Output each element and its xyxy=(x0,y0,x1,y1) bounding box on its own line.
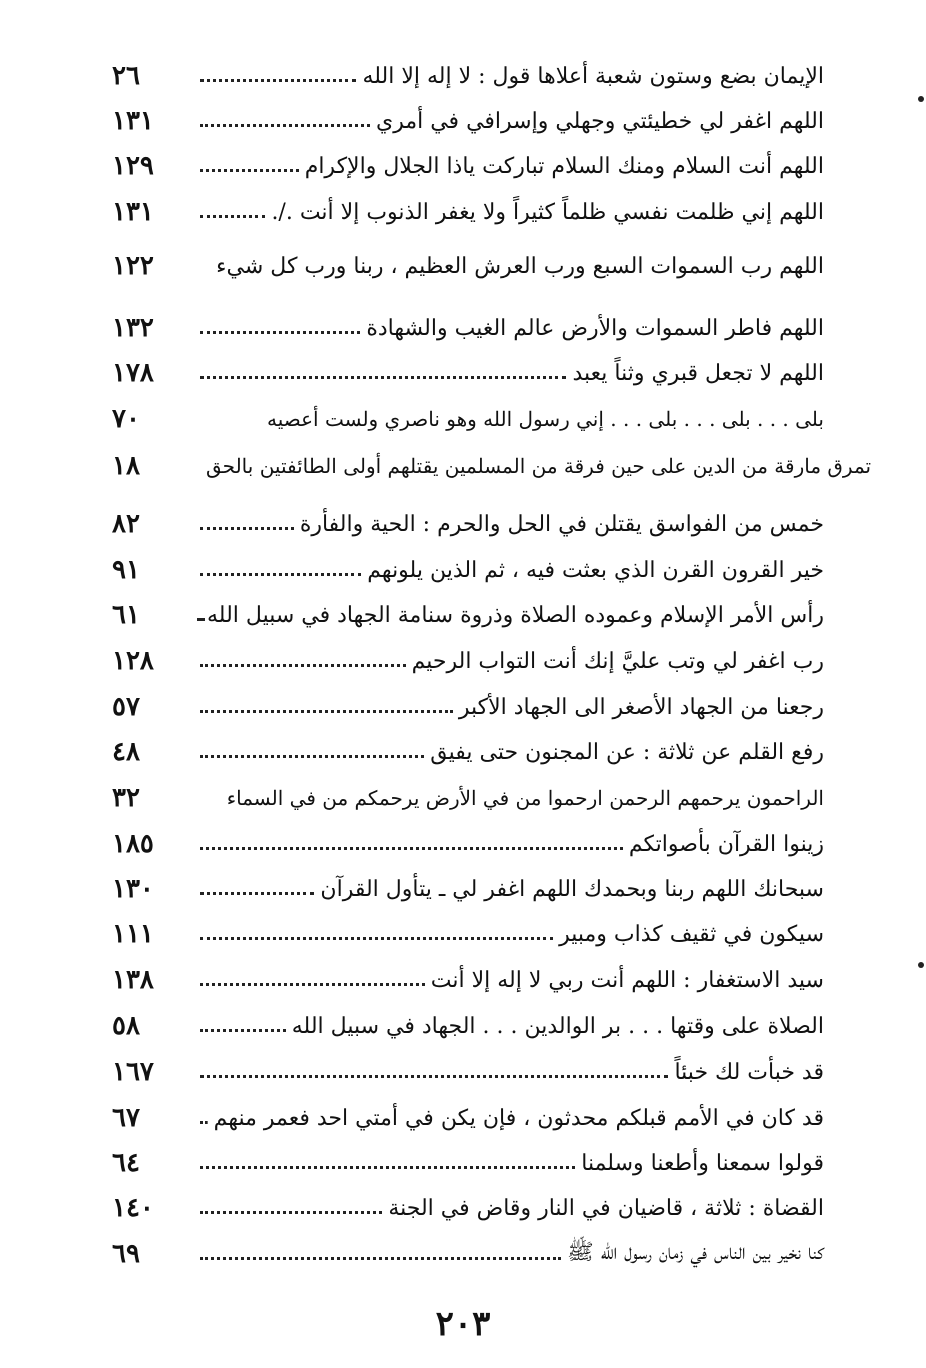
index-entry xyxy=(112,1050,824,1094)
entry-hadith-text: قد خبأت لك خبئاً xyxy=(674,1059,824,1085)
entry-page-number: ١٧٨ xyxy=(112,358,154,388)
index-entry xyxy=(112,244,824,288)
index-entry xyxy=(112,593,824,637)
entry-page-number: ١٨٥ xyxy=(112,829,154,859)
entry-hadith-text: الراحمون يرحمهم الرحمن ارحموا من في الأرض يرحمكم من في السماء xyxy=(226,786,824,810)
dot-leader xyxy=(200,598,201,621)
entry-page-number: ٩١ xyxy=(112,555,140,585)
index-entry xyxy=(112,54,824,98)
entry-hadith-text: زينوا القرآن بأصواتكم xyxy=(628,831,824,857)
index-entry xyxy=(112,1186,824,1230)
index-entry xyxy=(112,351,824,395)
entry-hadith-text: خمس من الفواسق يقتلن في الحل والحرم : الحية والفأرة xyxy=(299,511,824,537)
dot-leader xyxy=(200,356,566,379)
dot-leader xyxy=(200,1146,575,1169)
dot-leader xyxy=(200,1191,382,1214)
index-entry xyxy=(112,1004,824,1048)
index-entry xyxy=(112,776,824,820)
entry-hadith-text: اللهم إني ظلمت نفسي ظلماً كثيراً ولا يغفر الذنوب إلا أنت ./. xyxy=(271,199,824,225)
index-entry xyxy=(112,99,824,143)
entry-hadith-text: رجعنا من الجهاد الأصغر الى الجهاد الأكبر xyxy=(458,694,824,720)
entry-hadith-text: الإيمان بضع وستون شعبة أعلاها قول : لا إله إلا الله xyxy=(362,63,824,89)
entry-hadith-text: تمرق مارقة من الدين على حين فرقة من المسلمين يقتلهم أولى الطائفتين بالحق xyxy=(206,454,872,478)
dot-leader xyxy=(200,195,265,218)
dot-leader xyxy=(200,782,221,802)
entry-page-number: ١٨ xyxy=(112,451,140,481)
dot-leader xyxy=(200,507,294,530)
entry-page-number: ١٣٨ xyxy=(112,965,154,995)
index-entry xyxy=(112,822,824,866)
entry-page-number: ٦٧ xyxy=(112,1103,140,1133)
dot-leader xyxy=(200,1055,668,1078)
dot-leader xyxy=(200,1009,286,1032)
entry-page-number: ٤٨ xyxy=(112,737,140,767)
index-entry xyxy=(112,548,824,592)
entry-page-number: ١٢٢ xyxy=(112,251,154,281)
entry-page-number: ٧٠ xyxy=(112,404,140,434)
entry-page-number: ١١١ xyxy=(112,919,154,949)
entry-page-number: ١٢٩ xyxy=(112,151,154,181)
index-entry xyxy=(112,730,824,774)
dot-leader xyxy=(200,827,623,850)
entry-page-number: ١٣٠ xyxy=(112,874,154,904)
dot-leader xyxy=(200,553,361,576)
index-entry xyxy=(112,958,824,1002)
entry-hadith-text: قولوا سمعنا وأطعنا وسلمنا xyxy=(581,1150,824,1176)
entry-page-number: ٥٧ xyxy=(112,692,140,722)
entry-page-number: ١٤٠ xyxy=(112,1193,154,1223)
entry-hadith-text: رفع القلم عن ثلاثة : عن المجنون حتى يفيق xyxy=(430,739,824,765)
dot-leader xyxy=(200,403,261,423)
index-entry xyxy=(112,867,824,911)
entry-page-number: ٢٦ xyxy=(112,61,140,91)
dot-leader xyxy=(200,250,210,270)
dot-leader xyxy=(200,311,360,334)
index-entry xyxy=(112,685,824,729)
entry-hadith-text: رب اغفر لي وتب عليَّ إنك أنت التواب الرحيم xyxy=(411,648,824,674)
entry-page-number: ١٣١ xyxy=(112,197,154,227)
entry-page-number: ٦١ xyxy=(112,600,140,630)
dot-leader xyxy=(200,149,299,172)
index-entry xyxy=(112,1232,824,1276)
entry-hadith-text: خير القرون القرن الذي بعثت فيه ، ثم الذين يلونهم xyxy=(367,557,824,583)
entry-page-number: ١٢٨ xyxy=(112,646,154,676)
index-entry xyxy=(112,190,824,234)
entry-hadith-text: اللهم رب السموات السبع ورب العرش العظيم ، ربنا ورب كل شيء xyxy=(216,253,824,279)
index-entry xyxy=(112,1096,824,1140)
dot-leader xyxy=(200,1101,208,1124)
index-entry xyxy=(112,639,824,683)
entry-hadith-text: سيكون في ثقيف كذاب ومبير xyxy=(559,921,824,947)
index-entry xyxy=(112,502,824,546)
entry-page-number: ٨٢ xyxy=(112,509,140,539)
entry-hadith-text: بلى . . . بلى . . . بلى . . . إني رسول الله وهو ناصري ولست أعصيه xyxy=(267,407,824,431)
entry-hadith-text: اللهم لا تجعل قبري وثناً يعبد xyxy=(572,360,824,386)
entry-hadith-text: سبحانك اللهم ربنا وبحمدك اللهم اغفر لي ـ يتأول القرآن xyxy=(320,876,824,902)
entry-hadith-text: اللهم اغفر لي خطيئتي وجهلي وإسرافي في أمري xyxy=(375,108,824,134)
dot-leader xyxy=(200,917,553,940)
dot-leader xyxy=(200,59,356,82)
dot-leader xyxy=(200,690,453,713)
index-entry xyxy=(112,444,872,488)
dot-leader xyxy=(200,104,370,127)
entry-hadith-text: الصلاة على وقتها . . . بر الوالدين . . . الجهاد في سبيل الله xyxy=(291,1013,824,1039)
entry-hadith-text: قد كان في الأمم قبلكم محدثون ، فإن يكن في أمتي احد فعمر منهم xyxy=(213,1105,824,1131)
dot-leader xyxy=(200,963,425,986)
dot-leader xyxy=(200,735,424,758)
index-entry xyxy=(112,306,824,350)
index-entry xyxy=(112,397,824,441)
page-number: ٢٠٣ xyxy=(435,1304,491,1344)
entry-hadith-text: سيد الاستغفار : اللهم أنت ربي لا إله إلا أنت xyxy=(430,967,824,993)
entry-hadith-text: القضاة : ثلاثة ، قاضيان في النار وقاض في الجنة xyxy=(388,1195,824,1221)
dot-leader xyxy=(200,644,406,667)
entry-page-number: ١٦٧ xyxy=(112,1057,154,1087)
entry-page-number: ٦٤ xyxy=(112,1148,140,1178)
dot-leader xyxy=(200,1237,561,1260)
index-entry xyxy=(112,144,824,188)
entry-page-number: ٣٢ xyxy=(112,783,140,813)
edge-mark xyxy=(918,962,924,968)
entry-page-number: ٦٩ xyxy=(112,1239,140,1269)
entry-page-number: ١٣٢ xyxy=(112,313,154,343)
index-entry xyxy=(112,912,824,956)
edge-mark xyxy=(918,96,924,102)
entry-hadith-text: كنا نخير بين الناس في زمان رسول الله ﷺ xyxy=(567,1240,824,1265)
entry-page-number: ٥٨ xyxy=(112,1011,140,1041)
entry-hadith-text: اللهم أنت السلام ومنك السلام تباركت ياذا الجلال والإكرام xyxy=(304,153,824,179)
entry-hadith-text: رأس الأمر الإسلام وعموده الصلاة وذروة سنامة الجهاد في سبيل الله xyxy=(207,602,824,628)
index-entry xyxy=(112,1141,824,1185)
entry-page-number: ١٣١ xyxy=(112,106,154,136)
entry-hadith-text: اللهم فاطر السموات والأرض عالم الغيب والشهادة xyxy=(366,315,824,341)
dot-leader xyxy=(200,872,314,895)
